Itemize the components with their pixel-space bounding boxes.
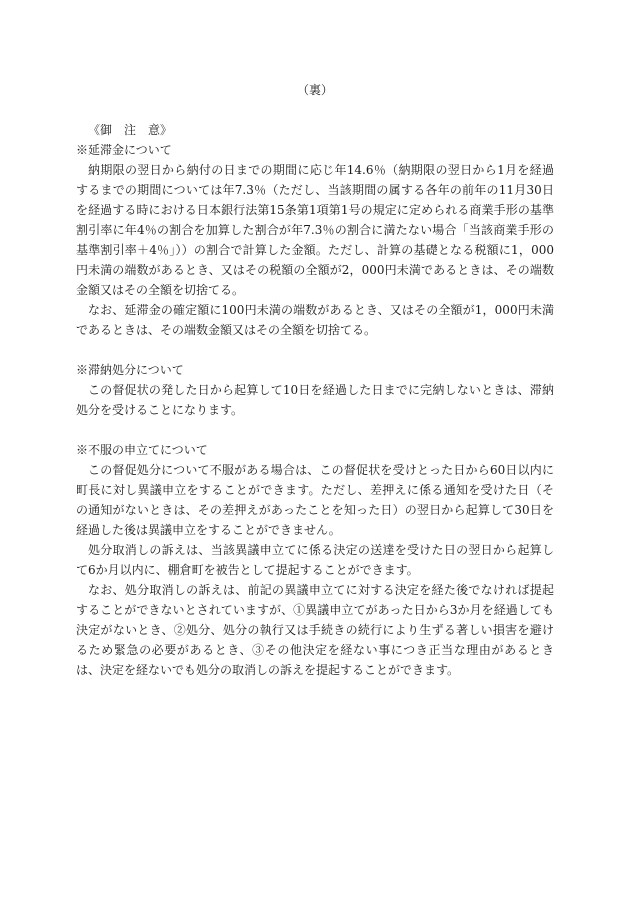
lawsuit-exception-paragraph: なお、処分取消しの訴えは、前記の異議申立てに対する決定を経た後でなければ提起することができないとされていますが、①異議申立てがあった日から3か月を経過しても決定がないとき、②処分、処分の執行又は手続きの続行により生ずる著しい損害を避けるため緊急の必要があるとき、③その他決定を経ない事につき正当な理由があるときは、決定を経ないでも処分の取消しの訴えを提起することができます。 (76, 583, 554, 677)
section-heading-delinquency: ※滞納処分について (76, 363, 184, 377)
section-spacer (76, 420, 554, 440)
lawsuit-paragraph: 処分取消しの訴えは、当該異議申立てに係る決定の送達を受けた日の翌日から起算して6か月以内に、棚倉町を被告として提起することができます。 (76, 543, 554, 577)
notice-body (76, 120, 554, 680)
objection-paragraph: この督促処分について不服がある場合は、この督促状を受けとった日から60日以内に町長に対し異議申立をすることができます。ただし、差押えに係る通知を受けた日（その通知がないときは、その差押えがあったことを知った日）の翌日から起算して30日を経過した後は異議申立をすることができません。 (76, 463, 554, 537)
section-heading-late-fee: ※延滞金について (76, 143, 172, 157)
notice-title: 《御 注 意》 (88, 123, 173, 137)
page-side-label: （裏） (296, 83, 333, 97)
late-fee-paragraph: 納期限の翌日から納付の日までの期間に応じ年14.6％（納期限の翌日から1月を経過するまでの期間については年7.3％（ただし、当該期間の属する各年の前年の11月30日を経過する時における日本銀行法第15条第1項第1号の規定に定められる商業手形の基準割引率に年4％の割合を加算した割合が年7.3％の割合に満たない場合「当該商業手形の基準割引率＋4％」））の割合で計算した金額。ただし、計算の基礎となる税額に1，000円未満の端数があるとき、又はその税額の全額が2，000円未満であるときは、その端数金額又はその全額を切捨てる。 (76, 163, 554, 297)
delinquency-paragraph: この督促状の発した日から起算して10日を経過した日までに完納しないときは、滞納処分を受けることになります。 (76, 383, 554, 417)
late-fee-rounding-paragraph: なお、延滞金の確定額に100円未満の端数があるとき、又はその全額が1，000円未満であるときは、その端数金額又はその全額を切捨てる。 (76, 303, 554, 337)
section-heading-objection: ※不服の申立てについて (76, 443, 208, 457)
section-spacer (76, 340, 554, 360)
